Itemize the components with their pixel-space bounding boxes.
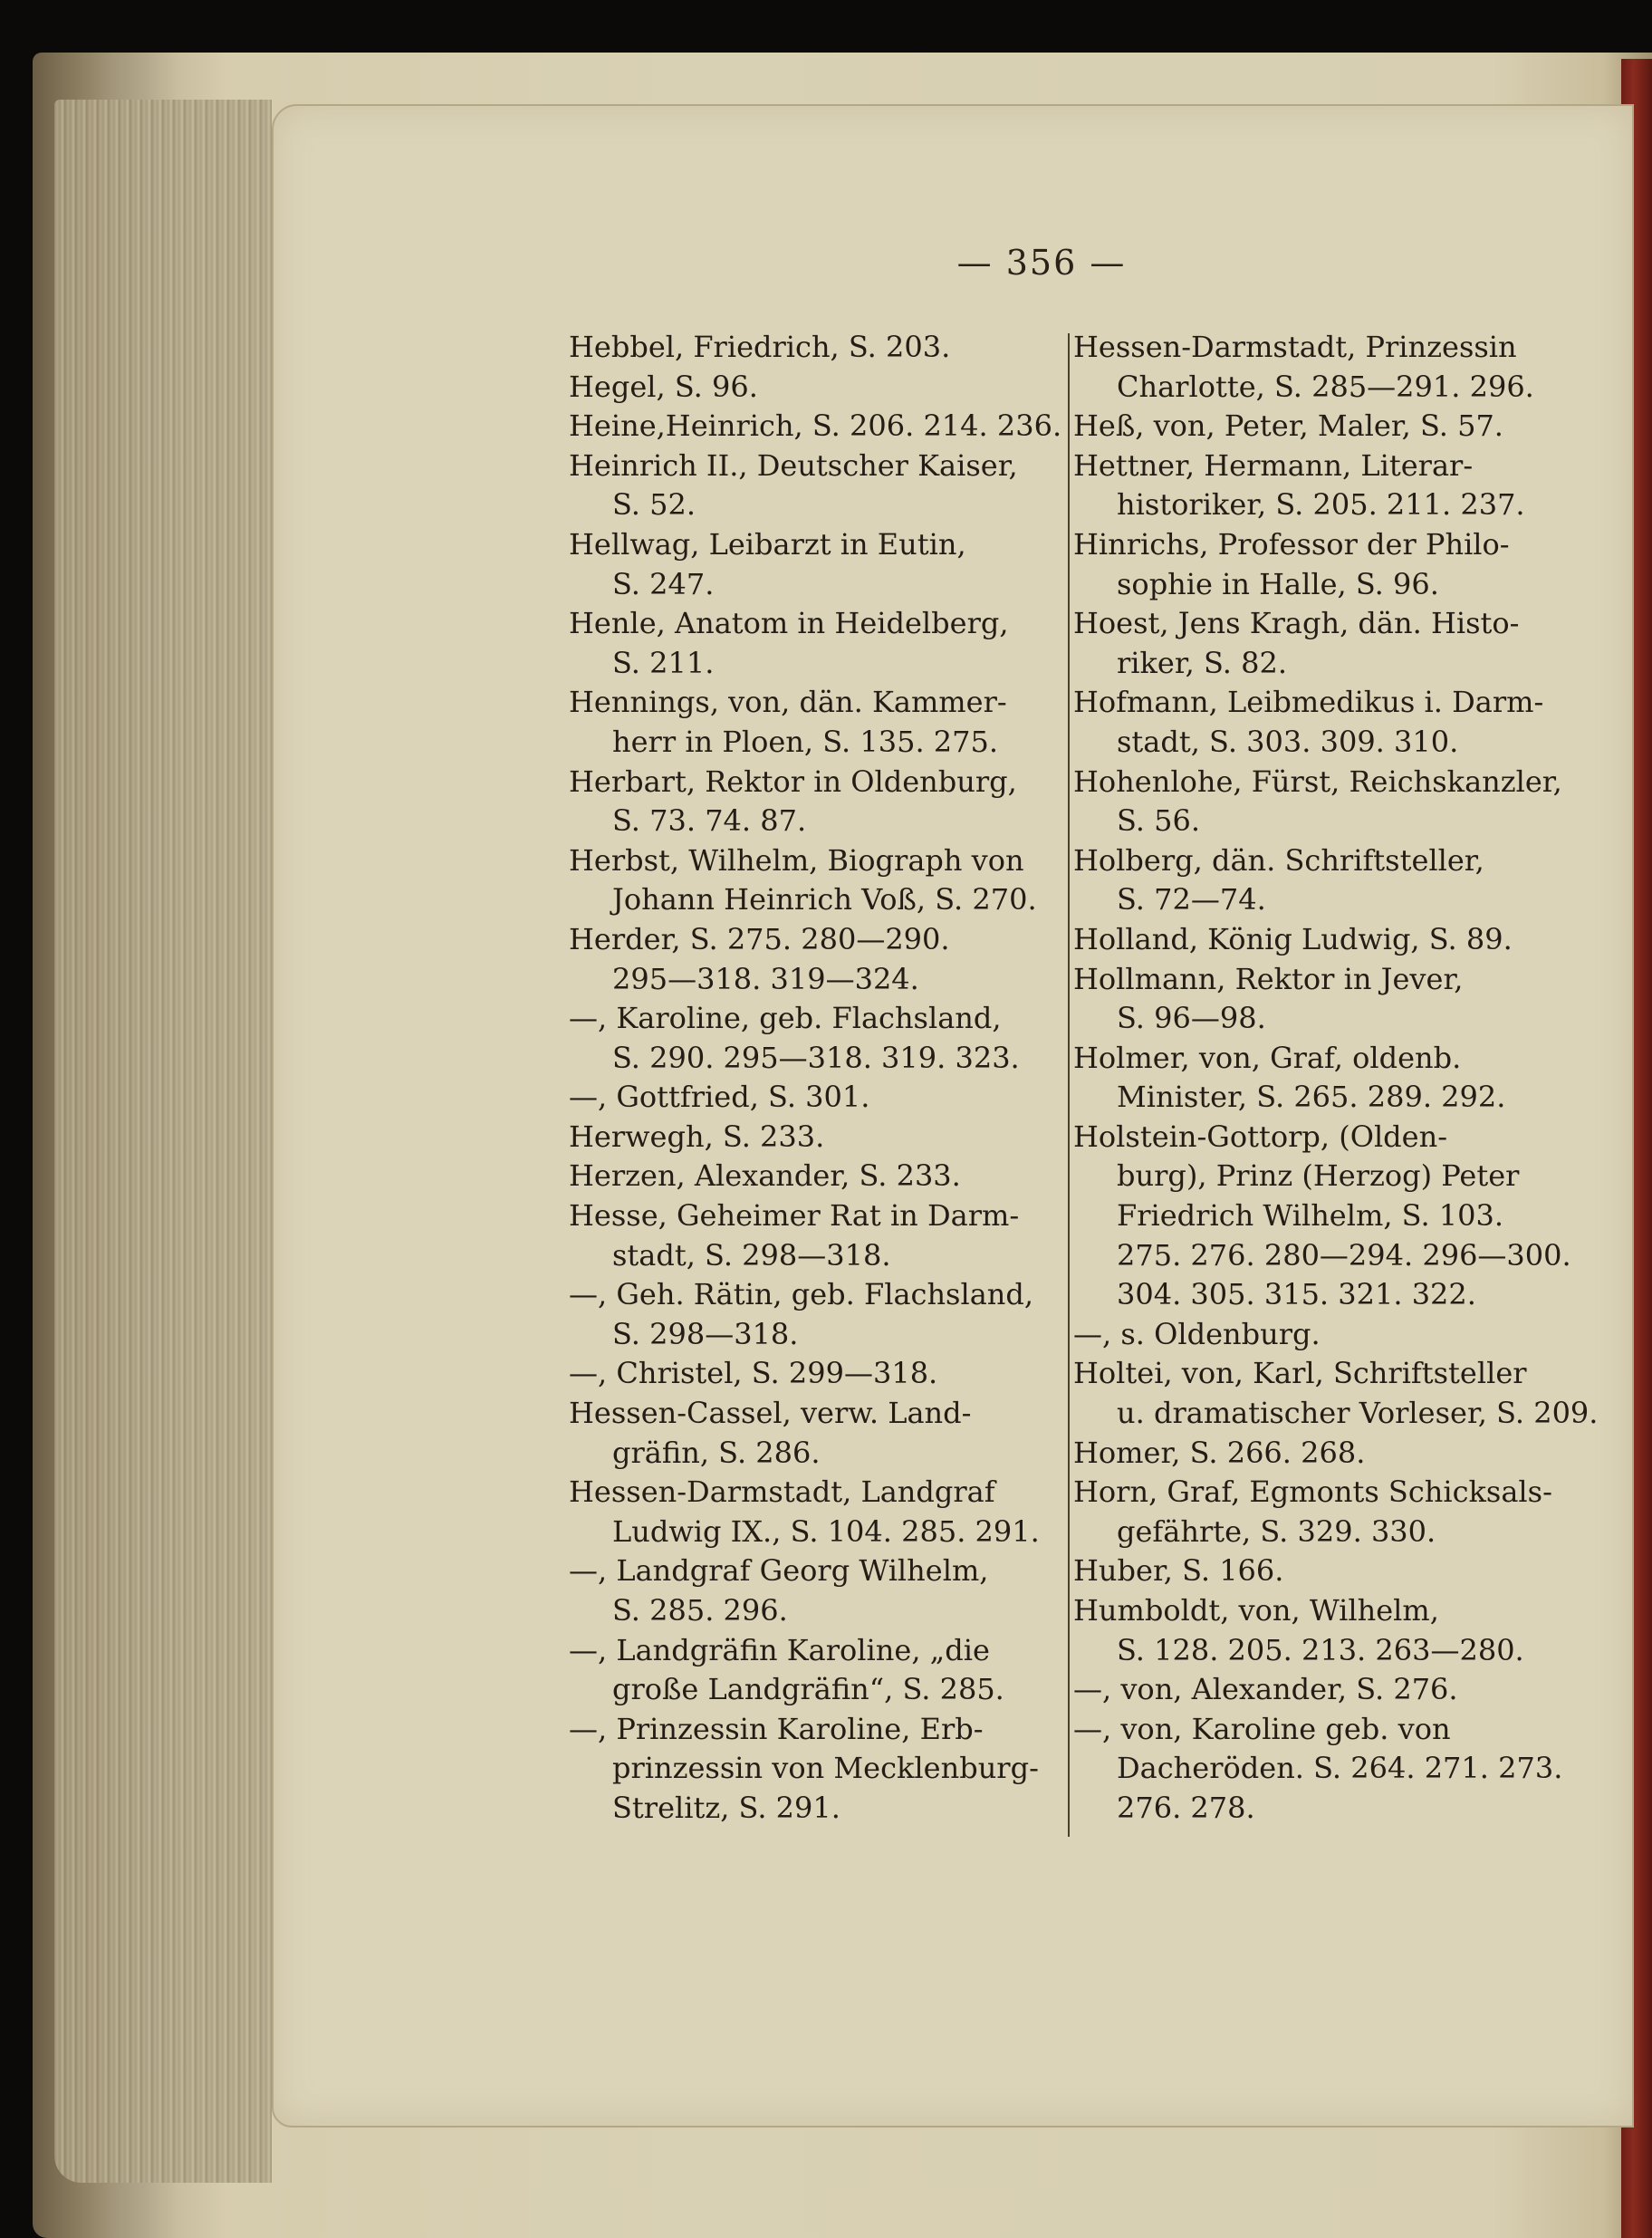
index-entry-line: Charlotte, S. 285—291. 296. [1117,369,1534,404]
index-entry-line: Holmer, von, Graf, oldenb. [1073,1040,1462,1075]
index-entry-line: Minister, S. 265. 289. 292. [1117,1080,1506,1115]
index-entry [569,604,1040,683]
index-entry-line: —, Christel, S. 299—318. [569,1356,938,1391]
index-entry-line: Hettner, Hermann, Literar- [1073,447,1474,483]
page-number: — 356 — [956,243,1127,283]
index-entry-line: S. 298—318. [612,1316,799,1351]
index-entry-line: prinzessin von Mecklenburg- [612,1751,1039,1786]
index-entry-line: Hofmann, Leibmedikus i. Darm- [1073,685,1544,720]
index-entry-line: Hoest, Jens Kragh, dän. Histo- [1073,606,1520,641]
index-entry-line: 295—318. 319—324. [612,961,919,996]
index-entry [569,841,1040,920]
page-edges [54,100,272,2183]
index-entry [569,1551,1040,1630]
index-entry [1073,1473,1552,1551]
index-entry-line: Hesse, Geheimer Rat in Darm- [569,1198,1020,1234]
index-entry-line: 304. 305. 315. 321. 322. [1117,1277,1476,1312]
index-entry-line: S. 73. 74. 87. [612,803,807,839]
index-entry [569,683,1040,762]
index-entry-line: Herzen, Alexander, S. 233. [569,1158,961,1194]
index-entry-line: Herder, S. 275. 280—290. [569,921,950,956]
index-entry-line: —, von, Karoline geb. von [1073,1711,1451,1746]
index-entry [1073,920,1544,960]
index-entry [569,1157,1040,1196]
index-entry-line: S. 290. 295—318. 319. 323. [612,1040,1020,1075]
index-entry-line: —, Geh. Rätin, geb. Flachsland, [569,1277,1034,1312]
index-entry [569,999,1040,1078]
index-entry-line: S. 52. [612,487,696,523]
index-entry-line: Horn, Graf, Egmonts Schicksals- [1073,1474,1552,1510]
index-entry-line: Herwegh, S. 233. [569,1119,825,1154]
index-entry-line: —, Karoline, geb. Flachsland, [569,1001,1002,1036]
index-entry-line: —, Landgraf Georg Wilhelm, [569,1553,989,1589]
index-entry-line: Homer, S. 266. 268. [1073,1435,1366,1470]
index-entry-line: Holtei, von, Karl, Schriftsteller [1073,1356,1527,1391]
index-entry-line: S. 247. [612,566,715,601]
index-entry [569,1631,1040,1710]
index-entry [569,525,1040,604]
index-entry-line: Hinrichs, Professor der Philo- [1073,526,1510,562]
index-entry-line: Herbst, Wilhelm, Biograph von [569,842,1024,878]
index-entry [1073,1315,1544,1355]
index-entry-line: Heinrich II., Deutscher Kaiser, [569,447,1018,483]
index-entry-line: —, von, Alexander, S. 276. [1073,1672,1458,1707]
index-entry [1073,1551,1544,1591]
index-entry-line: Hellwag, Leibarzt in Eutin, [569,526,966,562]
index-entry [569,328,1040,368]
index-entry-line: Holstein-Gottorp, (Olden- [1073,1119,1448,1154]
index-entry-line: Hohenlohe, Fürst, Reichskanzler, [1073,764,1562,799]
index-entry-line: Huber, S. 166. [1073,1553,1284,1589]
index-entry-line: Dacheröden. S. 264. 271. 273. [1117,1751,1563,1786]
index-entry [1073,683,1544,762]
index-entry-line: S. 211. [612,645,715,680]
index-entry-line: S. 96—98. [1117,1001,1266,1036]
index-entry-line: Holland, König Ludwig, S. 89. [1073,921,1513,956]
index-entry-line: Hegel, S. 96. [569,369,758,404]
index-entry-line: Ludwig IX., S. 104. 285. 291. [612,1513,1040,1549]
index-entry-line: —, Gottfried, S. 301. [569,1080,870,1115]
index-entry-line: Heine,Heinrich, S. 206. 214. 236. [569,408,1062,444]
index-entry-line: Herbart, Rektor in Oldenburg, [569,764,1017,799]
index-entry-line: stadt, S. 298—318. [612,1237,891,1273]
index-entry-line: Humboldt, von, Wilhelm, [1073,1593,1439,1628]
index-entry [569,368,1040,408]
index-entry [1073,604,1544,683]
index-entry-line: Hennings, von, dän. Kammer- [569,685,1007,720]
index-entry-line: 275. 276. 280—294. 296—300. [1117,1237,1571,1273]
index-entry-line: —, Prinzessin Karoline, Erb- [569,1711,984,1746]
index-entry [1073,525,1544,604]
index-entry-line: u. dramatischer Vorleser, S. 209. [1117,1396,1599,1431]
index-entry [569,407,1062,447]
index-entry [1073,1710,1563,1829]
index-entry-line: Hollmann, Rektor in Jever, [1073,961,1464,996]
index-entry-line: Johann Heinrich Voß, S. 270. [612,882,1037,917]
index-entry-line: S. 285. 296. [612,1593,788,1628]
index-entry [1073,763,1562,841]
index-entry [569,1118,1040,1157]
index-entry-line: gefährte, S. 329. 330. [1117,1513,1436,1549]
index-entry [1073,1670,1544,1710]
index-entry-line: große Landgräfin“, S. 285. [612,1672,1004,1707]
index-entry-line: S. 56. [1117,803,1201,839]
column-divider [1068,333,1070,1837]
index-column-left [569,328,1062,1829]
index-entry [1073,841,1544,920]
index-entry [1073,1354,1599,1433]
index-entry [1073,407,1544,447]
index-entry-line: gräfin, S. 286. [612,1435,821,1470]
index-entry-line: Strelitz, S. 291. [612,1790,840,1825]
index-entry [569,447,1040,525]
index-entry-line: herr in Ploen, S. 135. 275. [612,724,999,759]
index-entry-line: Henle, Anatom in Heidelberg, [569,606,1009,641]
index-entry [1073,328,1544,407]
index-entry-line: Hessen-Darmstadt, Prinzessin [1073,330,1517,364]
index-entry-line: S. 72—74. [1117,882,1266,917]
index-entry [1073,1039,1544,1118]
index-entry-line: historiker, S. 205. 211. 237. [1117,487,1525,523]
index-entry [569,1078,1040,1118]
index-entry-line: Hessen-Cassel, verw. Land- [569,1396,972,1431]
index-column-right [1073,328,1599,1829]
index-entry-line: 276. 278. [1117,1790,1255,1825]
index-entry-line: —, s. Oldenburg. [1073,1316,1321,1351]
index-entry-line: burg), Prinz (Herzog) Peter [1117,1158,1520,1194]
index-entry [569,1473,1040,1551]
index-entry-line: S. 128. 205. 213. 263—280. [1117,1632,1524,1667]
index-entry-line: Friedrich Wilhelm, S. 103. [1117,1198,1504,1234]
index-entry-line: Hebbel, Friedrich, S. 203. [569,330,951,364]
index-entry-line: —, Landgräfin Karoline, „die [569,1632,990,1667]
index-entry [1073,1118,1571,1315]
index-entry [1073,1434,1544,1474]
index-entry [569,1275,1040,1354]
index-entry-line: Hessen-Darmstadt, Landgraf [569,1474,995,1510]
index-entry-line: Holberg, dän. Schriftsteller, [1073,842,1484,878]
index-entry [569,920,1040,999]
index-entry-line: stadt, S. 303. 309. 310. [1117,724,1459,759]
index-entry [569,1394,1040,1473]
index-entry [1073,960,1544,1039]
index-entry [569,1354,1040,1394]
index-entry-line: riker, S. 82. [1117,645,1287,680]
index-entry [569,763,1040,841]
index-entry [1073,1591,1544,1670]
index-entry-line: sophie in Halle, S. 96. [1117,566,1439,601]
index-entry [569,1710,1040,1829]
index-entry [569,1196,1040,1275]
index-entry-line: Heß, von, Peter, Maler, S. 57. [1073,408,1503,444]
index-entry [1073,447,1544,525]
